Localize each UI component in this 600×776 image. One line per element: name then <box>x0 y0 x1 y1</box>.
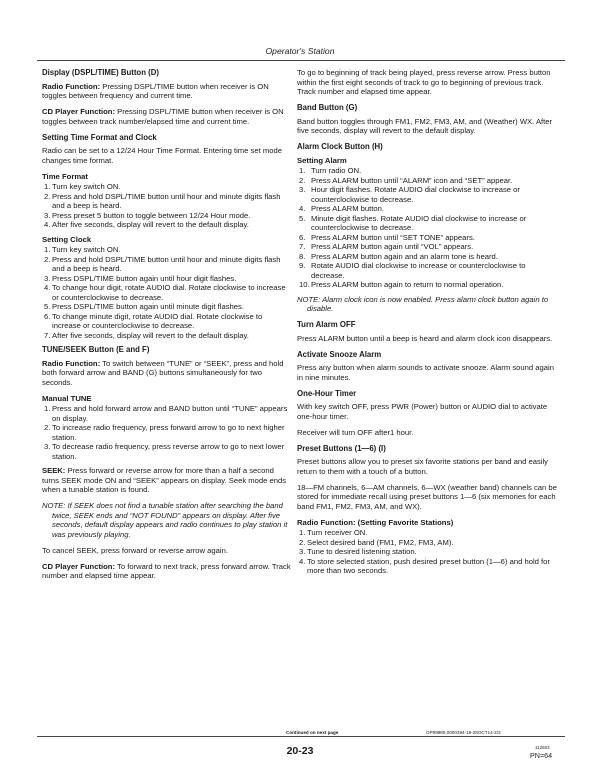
time-format-subheading: Time Format <box>42 171 88 181</box>
list-item: 9. Rotate AUDIO dial clockwise to increase or counterclockwise to decrease. <box>299 261 526 280</box>
setting-alarm-subheading: Setting Alarm <box>297 155 347 165</box>
seek-text: Press forward or reverse arrow for more than a half a second turns SEEK mode ON and “SEEK” appears on display. Seek mode ends when a tunable station is found. <box>42 466 287 494</box>
list-item: 2. Press ALARM button until “ALARM” icon and “SET” appear. <box>299 175 513 185</box>
right-column <box>297 68 558 581</box>
cd-forward-label: CD Player Function: <box>42 561 116 571</box>
one-hour-timer-heading: One-Hour Timer <box>297 388 357 398</box>
radio-function-text: Pressing DSPL/TIME button when receiver is ON toggles between frequency and current time. <box>42 81 269 100</box>
list-item: 1. Press and hold forward arrow and BAND button until “TUNE” appears on display. <box>44 404 288 423</box>
small-code: 112603 <box>535 745 550 750</box>
list-item: 4. Press ALARM button. <box>299 204 385 213</box>
list-item: 3. Press DSPL/TIME button again until hour digit flashes. <box>44 273 237 283</box>
setting-clock-steps <box>42 245 291 340</box>
footer-rule <box>37 736 565 737</box>
list-item: 3. To decrease radio frequency, press reverse arrow to go to next lower station. <box>44 442 285 461</box>
display-radio-function <box>42 82 291 101</box>
list-item: 2. Press and hold DSPL/TIME button until hour and minute digits flash and a beep is heard. <box>44 254 281 273</box>
list-item: 7. Press ALARM button again until “VOL” appears. <box>299 242 474 251</box>
band-button-heading: Band Button (G) <box>297 103 358 112</box>
page-number: 20-23 <box>286 745 314 757</box>
cancel-seek-text: To cancel SEEK, press forward or reverse arrow again. <box>42 545 229 555</box>
pn-label: PN=64 <box>530 751 553 760</box>
seek-label: SEEK: <box>42 466 66 475</box>
list-item: 5. Minute digit flashes. Rotate AUDIO dial clockwise to increase or counterclockwise to decrease. <box>299 213 527 232</box>
tune-radio-text: To switch between “TUNE” or “SEEK”, press and hold both forward arrow and BAND (G) buttons simultaneously for two seconds. <box>42 358 284 387</box>
one-hour-off-text: Receiver will turn OFF after1 hour. <box>297 427 414 437</box>
preset-channels-text: 18—FM channels, 6—AM channels, 6—WX (weather band) channels can be stored for immediate recall using preset buttons 1—6 (six memories for each band FM1, FM2, FM3, AM, and WX). <box>297 482 557 511</box>
preset-buttons-text: Preset buttons allow you to preset six favorite stations per band and easily return to them with a touch of a button. <box>297 457 549 476</box>
continued-note: Continued on next page <box>286 730 339 735</box>
alarm-clock-heading: Alarm Clock Button (H) <box>297 142 383 151</box>
snooze-heading: Activate Snooze Alarm <box>297 349 382 359</box>
cd-forward-paragraph <box>42 562 291 581</box>
band-button-text: Band button toggles through FM1, FM2, FM3, AM, and (Weather) WX. After five seconds, display will revert to the default display. <box>297 116 553 135</box>
cd-function-text: Pressing DSPL/TIME button when receiver is ON toggles between track number/elapsed time and current time. <box>42 107 284 126</box>
list-item: 8. Press ALARM button again and an alarm tone is heard. <box>299 251 498 261</box>
document-code: OP99989,0000394-19-28OCT14-2/3 <box>426 730 501 735</box>
tune-radio-label: Radio Function: <box>42 358 101 368</box>
header-rule <box>37 60 565 61</box>
turn-alarm-off-heading: Turn Alarm OFF <box>297 320 356 329</box>
list-item: 3. Hour digit flashes. Rotate AUDIO dial clockwise to increase or counterclockwise to decrease. <box>299 185 520 204</box>
list-item: 1. Turn receiver ON. <box>299 528 368 537</box>
list-item: 4. To change hour digit, rotate AUDIO dial. Rotate clockwise to increase or counterclockwise to decrease. <box>44 283 286 302</box>
cd-forward-text: To forward to next track, press forward arrow. Track number and elapsed time appear. <box>42 561 291 580</box>
list-item: 5. Press DSPL/TIME button again until minute digit flashes. <box>44 302 244 311</box>
tune-radio-function <box>42 359 291 388</box>
seek-note: NOTE: If SEEK does not find a tunable station after searching the band twice, SEEK ends and “NOT FOUND” appears on display. After five seconds, default display appears and radio continues to play station it was previously playing. <box>42 501 288 539</box>
list-item: 2. Select desired band (FM1, FM2, FM3, AM). <box>299 537 454 547</box>
list-item: 6. To change minute digit, rotate AUDIO dial. Rotate clockwise to increase or counterclockwise to decrease. <box>44 311 263 330</box>
list-item: 3. Tune to desired listening station. <box>299 547 417 556</box>
time-format-steps <box>42 182 291 230</box>
tune-seek-heading: TUNE/SEEK Button (E and F) <box>42 345 150 354</box>
list-item: 1. Turn key switch ON. <box>44 245 121 254</box>
favorite-stations-heading: Radio Function: (Setting Favorite Stations) <box>297 517 454 527</box>
page-header: Operator's Station <box>265 46 335 56</box>
list-item: 6. Press ALARM button until “SET TONE” appears. <box>299 232 475 242</box>
left-column <box>42 68 291 587</box>
alarm-note: NOTE: Alarm clock icon is now enabled. Press alarm clock button again to disable. <box>297 294 549 313</box>
list-item: 4. To store selected station, push desired preset button (1—6) and hold for more than two seconds. <box>299 556 550 575</box>
list-item: 1. Turn radio ON. <box>299 166 362 175</box>
list-item: 10. Press ALARM button again to return to normal operation. <box>299 280 504 289</box>
time-format-heading: Setting Time Format and Clock <box>42 132 157 142</box>
time-format-text: Radio can be set to a 12/24 Hour Time Format. Entering time set mode changes time format. <box>42 146 282 165</box>
list-item: 2. Press and hold DSPL/TIME button until hour and minute digits flash and a beep is heard. <box>44 191 281 210</box>
manual-tune-subheading: Manual TUNE <box>42 393 92 403</box>
snooze-text: Press any button when alarm sounds to activate snooze. Alarm sound again in nine minutes. <box>297 363 554 382</box>
one-hour-timer-text: With key switch OFF, press PWR (Power) button or AUDIO dial to activate one-hour timer. <box>297 402 548 421</box>
list-item: 3. Press preset 5 button to toggle between 12/24 Hour mode. <box>44 210 251 220</box>
list-item: 1. Turn key switch ON. <box>44 182 121 191</box>
setting-clock-subheading: Setting Clock <box>42 234 92 244</box>
setting-alarm-steps <box>297 166 558 290</box>
list-item: 2. To increase radio frequency, press forward arrow to go to next higher station. <box>44 423 285 442</box>
radio-function-label: Radio Function: <box>42 81 101 91</box>
cd-function-label: CD Player Function: <box>42 107 116 116</box>
manual-tune-steps <box>42 404 291 461</box>
list-item: 7. After five seconds, display will revert to the default display. <box>44 330 249 340</box>
reverse-arrow-text: To go to beginning of track being played, press reverse arrow. Press button within the first eight seconds of track to go to beginning of previous track. Track number and elapsed time appear. <box>297 68 551 96</box>
turn-alarm-off-text: Press ALARM button until a beep is heard and alarm clock icon disappears. <box>297 333 553 343</box>
list-item: 4. After five seconds, display will revert to the default display. <box>44 220 249 229</box>
display-cd-function <box>42 107 291 126</box>
display-button-heading: Display (DSPL/TIME) Button (D) <box>42 68 159 77</box>
favorite-stations-steps <box>297 528 558 576</box>
seek-paragraph <box>42 466 291 495</box>
preset-buttons-heading: Preset Buttons (1—6) (I) <box>297 443 386 453</box>
